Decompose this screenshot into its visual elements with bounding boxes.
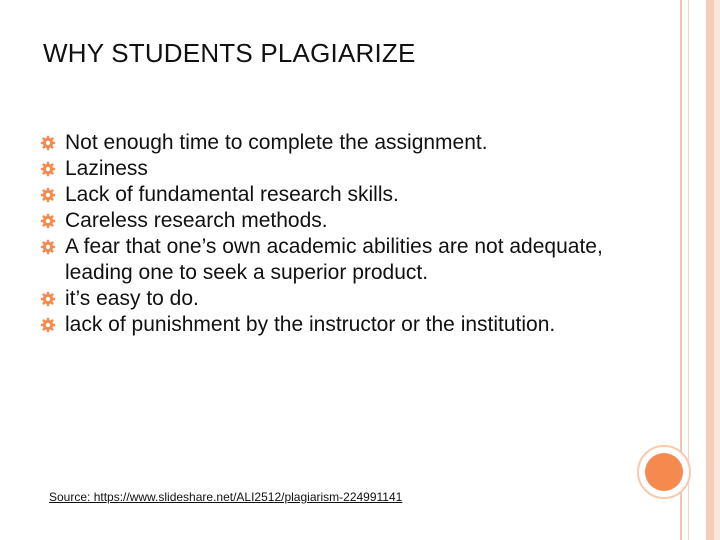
gear-icon [40, 135, 56, 151]
bullet-item [40, 182, 670, 208]
bullet-item [40, 234, 670, 286]
gear-icon [40, 239, 56, 255]
gear-icon [40, 291, 56, 307]
bullet-text: lack of punishment by the instructor or the institution. [65, 313, 556, 336]
bullet-item [40, 156, 670, 182]
gear-icon [40, 161, 56, 177]
decorative-circle [637, 445, 691, 499]
bullet-text: A fear that one’s own academic abilities are not adequate, leading one to seek a superior product. [65, 235, 603, 284]
source-link[interactable]: Source: https://www.slideshare.net/ALI2512/plagiarism-224991141 [49, 490, 403, 504]
gear-icon [40, 187, 56, 203]
gear-icon [40, 213, 56, 229]
decorative-line [706, 0, 714, 540]
bullet-item [40, 312, 670, 338]
bullet-text: Lack of fundamental research skills. [65, 183, 399, 206]
bullet-text: Laziness [65, 157, 148, 180]
bullet-text: it’s easy to do. [65, 287, 199, 310]
bullet-item [40, 208, 670, 234]
bullet-text: Careless research methods. [65, 209, 328, 232]
bullet-list [40, 130, 670, 338]
slide-title: WHY STUDENTS PLAGIARIZE [43, 38, 416, 68]
gear-icon [40, 317, 56, 333]
decorative-line [714, 0, 720, 540]
decorative-circle-fill [645, 453, 683, 491]
bullet-text: Not enough time to complete the assignment. [65, 131, 488, 154]
bullet-item [40, 286, 670, 312]
bullet-item [40, 130, 670, 156]
